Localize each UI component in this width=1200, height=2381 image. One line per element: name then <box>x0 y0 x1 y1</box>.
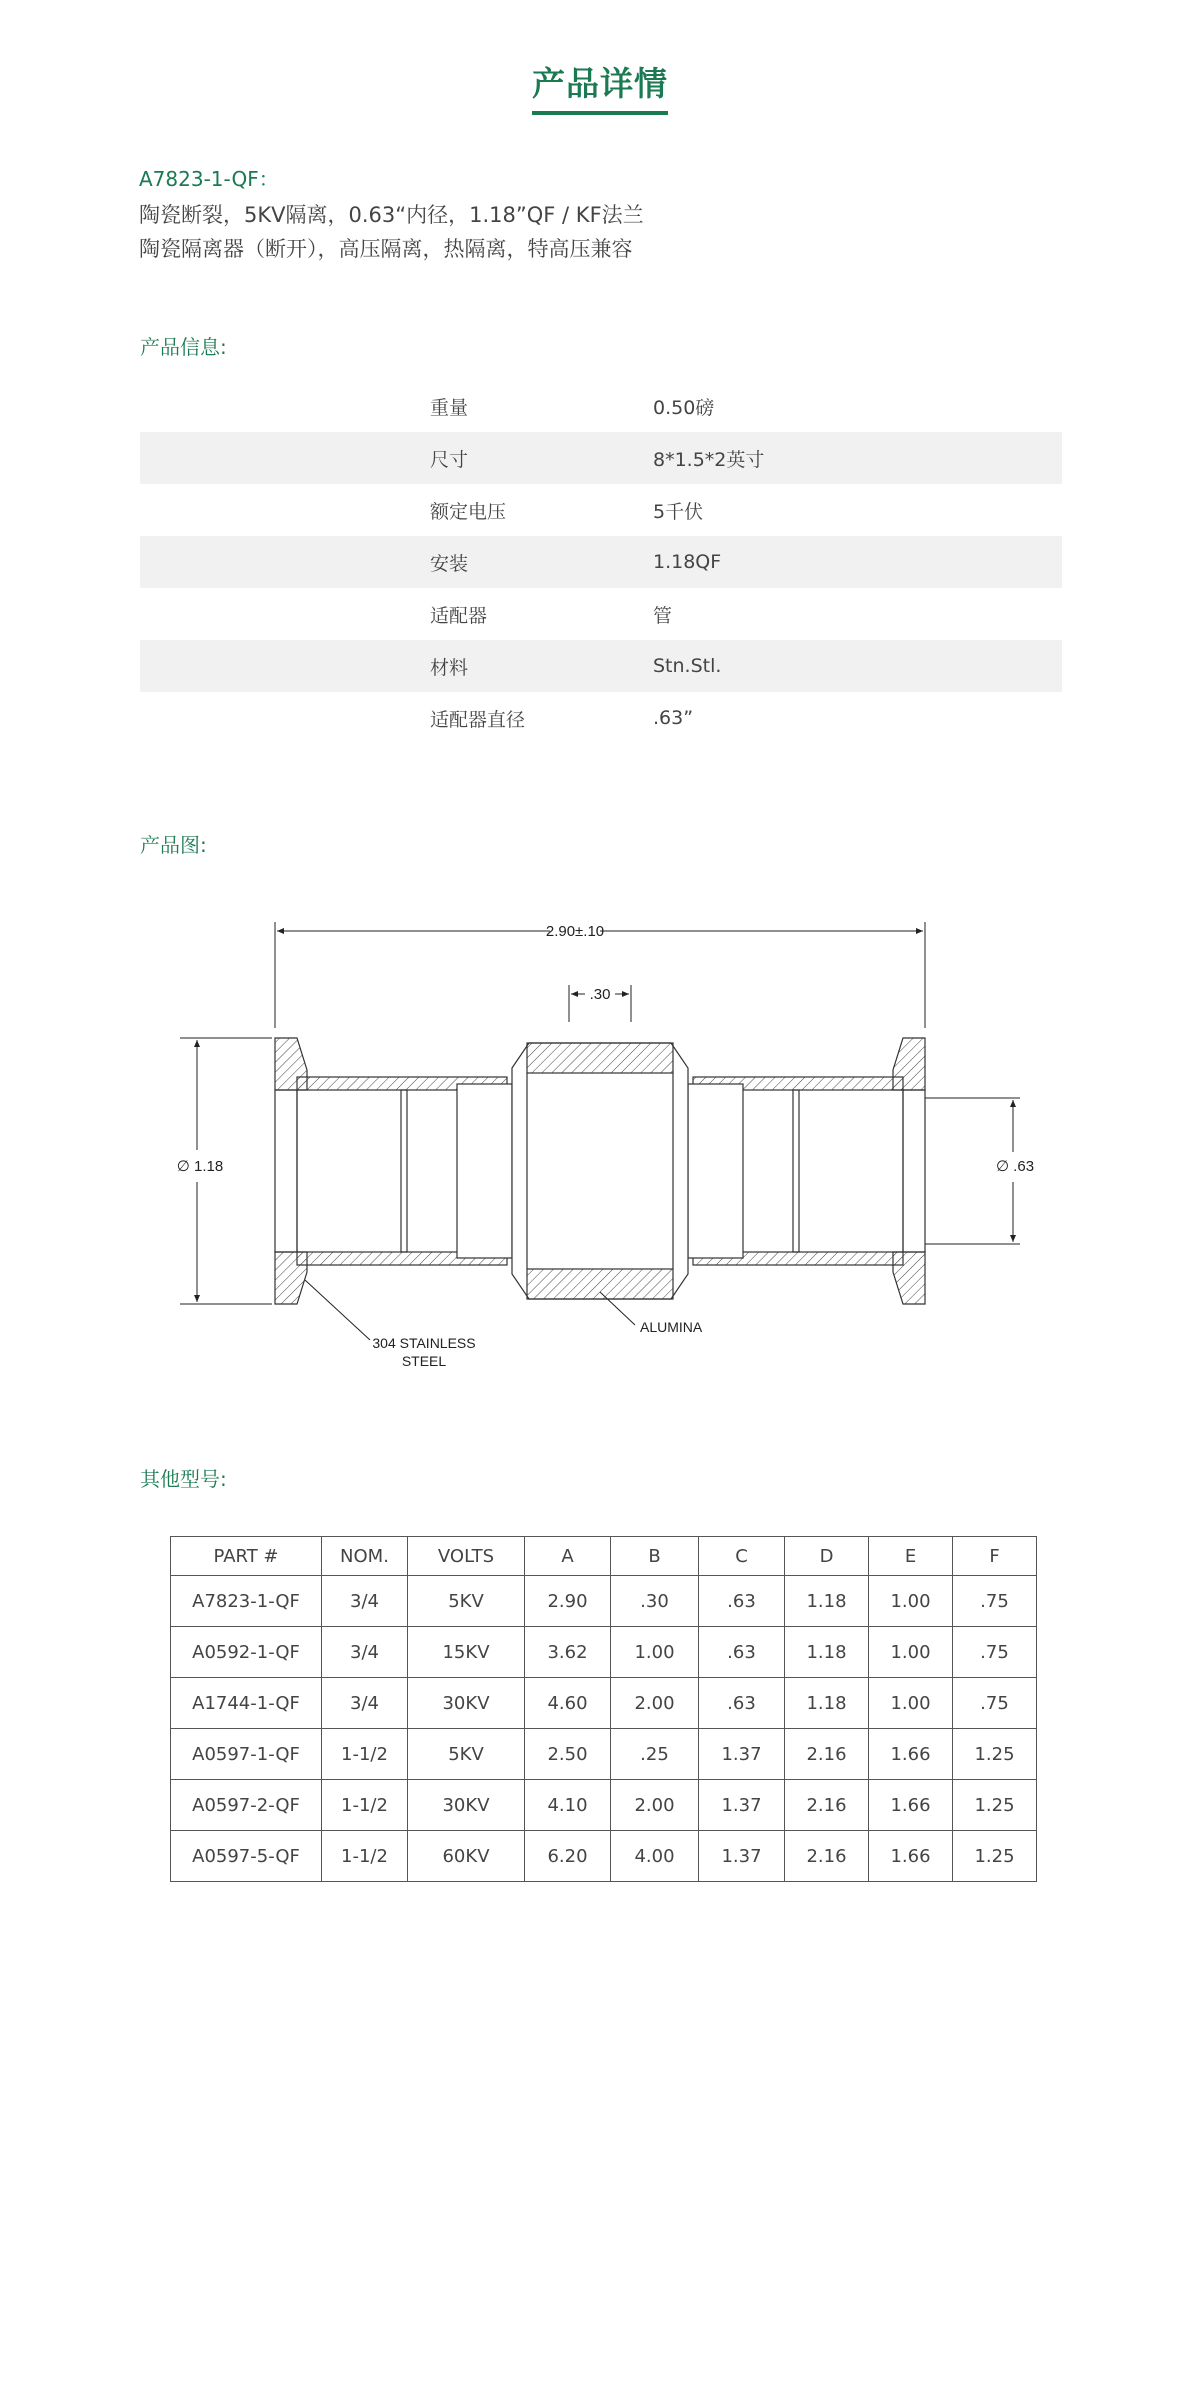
table-cell: A0597-1-QF <box>171 1729 322 1780</box>
table-row <box>171 1780 1037 1831</box>
table-cell: 2.50 <box>525 1729 611 1780</box>
column-header: D <box>785 1537 869 1576</box>
column-header: A <box>525 1537 611 1576</box>
product-model: A7823-1-QF： <box>139 167 279 191</box>
table-cell: 1.37 <box>699 1780 785 1831</box>
info-row <box>140 484 1062 536</box>
info-value: Stn.Stl. <box>653 655 722 677</box>
table-cell: .75 <box>953 1678 1037 1729</box>
column-header: C <box>699 1537 785 1576</box>
table-cell: .25 <box>611 1729 699 1780</box>
overall-length-label: 2.90±.10 <box>545 923 605 940</box>
table-cell: 5KV <box>408 1576 525 1627</box>
left-flange-face <box>275 1090 297 1252</box>
alumina-top <box>527 1043 673 1073</box>
table-cell: .63 <box>699 1678 785 1729</box>
models-table <box>170 1536 1037 1882</box>
right-flange-face <box>903 1090 925 1252</box>
info-key: 尺寸 <box>430 448 469 471</box>
column-header: E <box>869 1537 953 1576</box>
table-row <box>171 1627 1037 1678</box>
table-cell: 1-1/2 <box>322 1729 408 1780</box>
table-row <box>171 1678 1037 1729</box>
info-value: 0.50磅 <box>653 396 715 419</box>
product-info-heading: 产品信息: <box>140 335 227 359</box>
table-cell: 3/4 <box>322 1627 408 1678</box>
table-cell: 1.00 <box>869 1627 953 1678</box>
info-row <box>140 432 1062 484</box>
table-cell: 1.66 <box>869 1831 953 1882</box>
info-key: 适配器 <box>430 604 488 627</box>
info-key: 额定电压 <box>430 500 507 523</box>
table-cell: A1744-1-QF <box>171 1678 322 1729</box>
table-cell: 4.10 <box>525 1780 611 1831</box>
center-width-label: .30 <box>589 986 611 1003</box>
info-key: 重量 <box>430 396 469 419</box>
table-cell: .75 <box>953 1627 1037 1678</box>
table-cell: 30KV <box>408 1678 525 1729</box>
table-cell: 1.66 <box>869 1729 953 1780</box>
table-cell: 1.25 <box>953 1780 1037 1831</box>
table-cell: 1.00 <box>611 1627 699 1678</box>
table-cell: 1.37 <box>699 1831 785 1882</box>
left-ring <box>401 1090 407 1252</box>
table-cell: 4.60 <box>525 1678 611 1729</box>
table-cell: 60KV <box>408 1831 525 1882</box>
table-row <box>171 1576 1037 1627</box>
info-value: .63” <box>653 707 694 729</box>
table-cell: A0597-2-QF <box>171 1780 322 1831</box>
right-ring <box>793 1090 799 1252</box>
table-cell: 3/4 <box>322 1678 408 1729</box>
info-key: 安装 <box>430 552 469 575</box>
product-info-table <box>140 380 1062 744</box>
info-value: 5千伏 <box>653 500 704 523</box>
table-cell: A7823-1-QF <box>171 1576 322 1627</box>
info-value: 管 <box>653 604 673 627</box>
product-description-line-2: 陶瓷隔离器（断开），高压隔离，热隔离，特高压兼容 <box>139 237 633 261</box>
table-cell: 1.18 <box>785 1627 869 1678</box>
table-cell: 1.18 <box>785 1576 869 1627</box>
column-header: F <box>953 1537 1037 1576</box>
table-row <box>171 1729 1037 1780</box>
table-cell: 2.16 <box>785 1831 869 1882</box>
table-cell: .63 <box>699 1627 785 1678</box>
tube-diameter-label: ∅ .63 <box>995 1158 1035 1175</box>
table-cell: 2.16 <box>785 1729 869 1780</box>
table-cell: A0592-1-QF <box>171 1627 322 1678</box>
table-cell: 2.90 <box>525 1576 611 1627</box>
info-key: 材料 <box>430 656 469 679</box>
page-title-text: 产品详情 <box>532 58 668 115</box>
table-cell: 1-1/2 <box>322 1831 408 1882</box>
table-cell: 1-1/2 <box>322 1780 408 1831</box>
column-header: B <box>611 1537 699 1576</box>
table-cell: 1.18 <box>785 1678 869 1729</box>
column-header: NOM. <box>322 1537 408 1576</box>
info-value: 1.18QF <box>653 551 722 573</box>
table-cell: 1.66 <box>869 1780 953 1831</box>
table-cell: .30 <box>611 1576 699 1627</box>
table-cell: .75 <box>953 1576 1037 1627</box>
ceramic-body-outline <box>512 1043 688 1299</box>
table-cell: 1.00 <box>869 1678 953 1729</box>
right-sleeve <box>688 1084 743 1258</box>
column-header: VOLTS <box>408 1537 525 1576</box>
material-callout-steel: 304 STAINLESS <box>372 1335 476 1351</box>
alumina-bottom <box>527 1269 673 1299</box>
table-row <box>171 1831 1037 1882</box>
info-value: 8*1.5*2英寸 <box>653 448 765 471</box>
material-callout-steel: STEEL <box>401 1353 447 1369</box>
technical-drawing <box>160 900 1040 1380</box>
other-models-heading: 其他型号: <box>140 1467 227 1491</box>
table-cell: .63 <box>699 1576 785 1627</box>
table-cell: 30KV <box>408 1780 525 1831</box>
table-cell: A0597-5-QF <box>171 1831 322 1882</box>
leader-line <box>305 1280 370 1340</box>
info-row <box>140 640 1062 692</box>
table-header-row <box>171 1537 1037 1576</box>
left-sleeve <box>457 1084 512 1258</box>
info-row <box>140 588 1062 640</box>
info-row <box>140 380 1062 432</box>
table-cell: 2.00 <box>611 1678 699 1729</box>
table-cell: 4.00 <box>611 1831 699 1882</box>
table-cell: 2.16 <box>785 1780 869 1831</box>
table-cell: 5KV <box>408 1729 525 1780</box>
product-drawing-heading: 产品图: <box>140 833 207 857</box>
flange-diameter-label: ∅ 1.18 <box>176 1158 224 1175</box>
info-row <box>140 692 1062 744</box>
material-callout-alumina: ALUMINA <box>640 1319 703 1335</box>
table-cell: 1.00 <box>869 1576 953 1627</box>
table-cell: 2.00 <box>611 1780 699 1831</box>
page-title <box>0 58 1200 115</box>
column-header: PART # <box>171 1537 322 1576</box>
table-cell: 1.37 <box>699 1729 785 1780</box>
product-description-line-1: 陶瓷断裂，5KV隔离，0.63“内径，1.18”QF / KF法兰 <box>139 203 644 227</box>
info-key: 适配器直径 <box>430 708 526 731</box>
table-cell: 6.20 <box>525 1831 611 1882</box>
table-cell: 1.25 <box>953 1729 1037 1780</box>
table-cell: 3/4 <box>322 1576 408 1627</box>
table-cell: 3.62 <box>525 1627 611 1678</box>
info-row <box>140 536 1062 588</box>
table-cell: 1.25 <box>953 1831 1037 1882</box>
table-cell: 15KV <box>408 1627 525 1678</box>
